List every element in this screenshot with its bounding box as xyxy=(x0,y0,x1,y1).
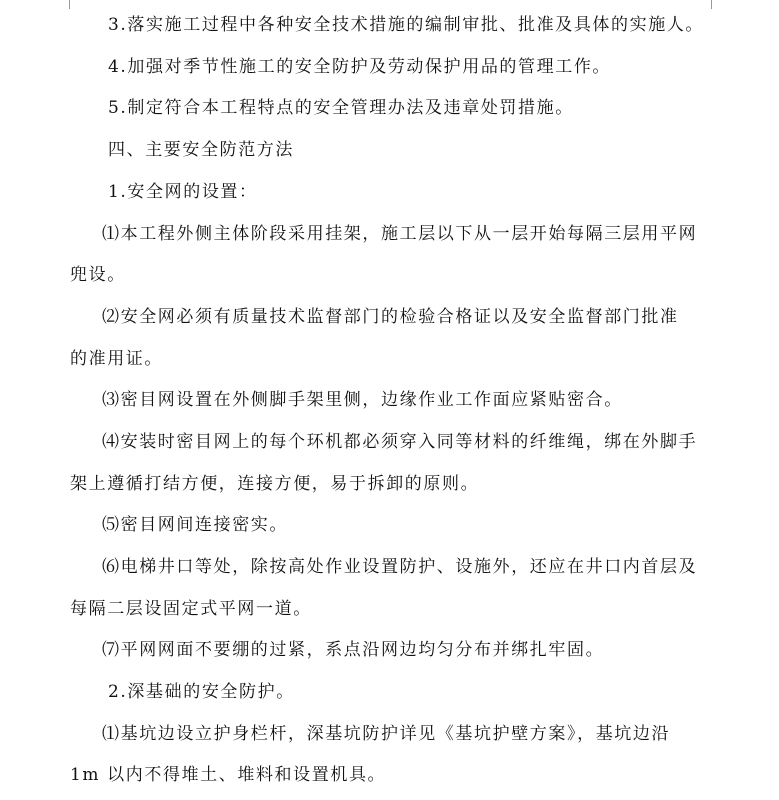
paragraph-line: ⑹电梯井口等处，除按高处作业设置防护、设施外，还应在井口内首层及 xyxy=(102,557,698,577)
paragraph-line: 兜设。 xyxy=(70,265,126,285)
paragraph-line: ⑵安全网必须有质量技术监督部门的检验合格证以及安全监督部门批准 xyxy=(102,307,679,327)
section-heading: 四、主要安全防范方法 xyxy=(108,140,294,160)
paragraph-line: ⑴基坑边设立护身栏杆，深基坑防护详见《基坑护壁方案》，基坑边沿 xyxy=(102,724,671,744)
paragraph-line: 架上遵循打结方便，连接方便，易于拆卸的原则。 xyxy=(70,474,480,494)
paragraph-line: 的准用证。 xyxy=(70,349,163,369)
page-corner-mark-right xyxy=(711,0,712,9)
paragraph-line: ⑺平网网面不要绷的过紧，系点沿网边均匀分布并绑扎牢固。 xyxy=(102,640,605,660)
paragraph-line: ⑷安装时密目网上的每个环机都必须穿入同等材料的纤维绳，绑在外脚手 xyxy=(102,432,698,452)
subsection-heading: 2.深基础的安全防护。 xyxy=(108,682,295,702)
paragraph-line: 每隔二层设固定式平网一道。 xyxy=(70,599,312,619)
paragraph-line: ⑴本工程外侧主体阶段采用挂架，施工层以下从一层开始每隔三层用平网 xyxy=(102,224,698,244)
subsection-heading: 1.安全网的设置： xyxy=(108,182,258,202)
paragraph-line: 1m 以内不得堆土、堆料和设置机具。 xyxy=(70,765,387,785)
paragraph-line: ⑶密目网设置在外侧脚手架里侧，边缘作业工作面应紧贴密合。 xyxy=(102,390,623,410)
paragraph-line: 4.加强对季节性施工的安全防护及劳动保护用品的管理工作。 xyxy=(108,57,612,77)
page-corner-mark-left xyxy=(69,0,70,9)
paragraph-line: 3.落实施工过程中各种安全技术措施的编制审批、批准及具体的实施人。 xyxy=(108,15,705,35)
paragraph-line: 5.制定符合本工程特点的安全管理办法及违章处罚措施。 xyxy=(108,98,574,118)
paragraph-line: ⑸密目网间连接密实。 xyxy=(102,515,288,535)
